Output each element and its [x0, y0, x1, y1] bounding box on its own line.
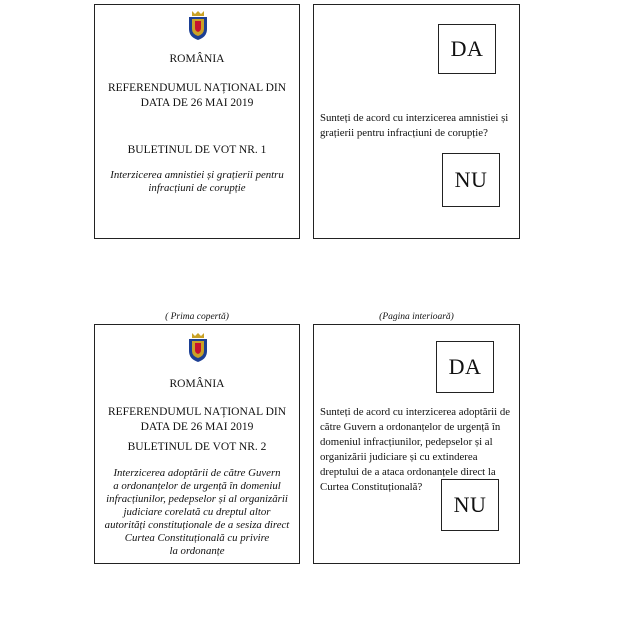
ballot-subject-line-5: autorități constituționale de a sesiza direct — [104, 519, 290, 531]
ballot-2-inside — [313, 324, 520, 564]
ballot-subject-line-2: infracțiuni de corupție — [148, 182, 246, 194]
ballot-1-cover — [94, 4, 300, 239]
ballot-subject-line-3: infracțiunilor, pedepselor și al organizării — [106, 493, 288, 505]
ballot-subject-line-1: Interzicerea adoptării de către Guvern — [113, 467, 281, 479]
question-line-3: domeniul infracțiunilor, pedepselor și al — [320, 436, 493, 448]
question-line-4: organizării judiciare și cu extinderea — [320, 451, 478, 463]
question-line-2: către Guvern a ordonanțelor de urgență în — [320, 421, 501, 433]
caption-inside: (Pagina interioară) — [379, 312, 454, 322]
question-line-1: Sunteți de acord cu interzicerea adoptării de — [320, 406, 511, 418]
caption-cover: ( Prima copertă) — [165, 312, 229, 322]
yes-box[interactable]: DA — [438, 24, 496, 74]
ballot-1-inside — [313, 4, 520, 239]
yes-box[interactable]: DA — [436, 341, 494, 393]
ballot-number: BULETINUL DE VOT NR. 2 — [127, 441, 267, 453]
coat-of-arms-icon — [186, 9, 210, 41]
country-name: ROMÂNIA — [169, 53, 225, 65]
referendum-title-line-1: REFERENDUMUL NAȚIONAL DIN — [107, 82, 287, 94]
ballot-subject-line-6: Curtea Constituțională cu privire — [124, 532, 270, 544]
question-line-2: grațierii pentru infracțiuni de corupție? — [320, 127, 488, 139]
country-name: ROMÂNIA — [169, 378, 225, 390]
ballot-subject-line-1: Interzicerea amnistiei și grațierii pentru — [110, 169, 284, 181]
no-box[interactable]: NU — [441, 479, 499, 531]
question-line-5: dreptului de a ataca ordonanțele direct la — [320, 466, 496, 478]
question-line-6: Curtea Constituțională? — [320, 481, 423, 493]
question-line-1: Sunteți de acord cu interzicerea amnistiei și — [320, 112, 509, 124]
ballot-subject-line-2: a ordonanțelor de urgență în domeniul — [113, 480, 281, 492]
ballot-number: BULETINUL DE VOT NR. 1 — [127, 144, 267, 156]
referendum-title-line-2: DATA DE 26 MAI 2019 — [140, 97, 254, 109]
no-box[interactable]: NU — [442, 153, 500, 207]
ballot-subject-line-7: la ordonanțe — [169, 545, 225, 557]
referendum-title-line-1: REFERENDUMUL NAȚIONAL DIN — [107, 406, 287, 418]
referendum-title-line-2: DATA DE 26 MAI 2019 — [140, 421, 254, 433]
coat-of-arms-icon — [186, 331, 210, 363]
ballot-2-cover — [94, 324, 300, 564]
ballot-subject-line-4: judiciare corelată cu dreptul altor — [123, 506, 271, 518]
